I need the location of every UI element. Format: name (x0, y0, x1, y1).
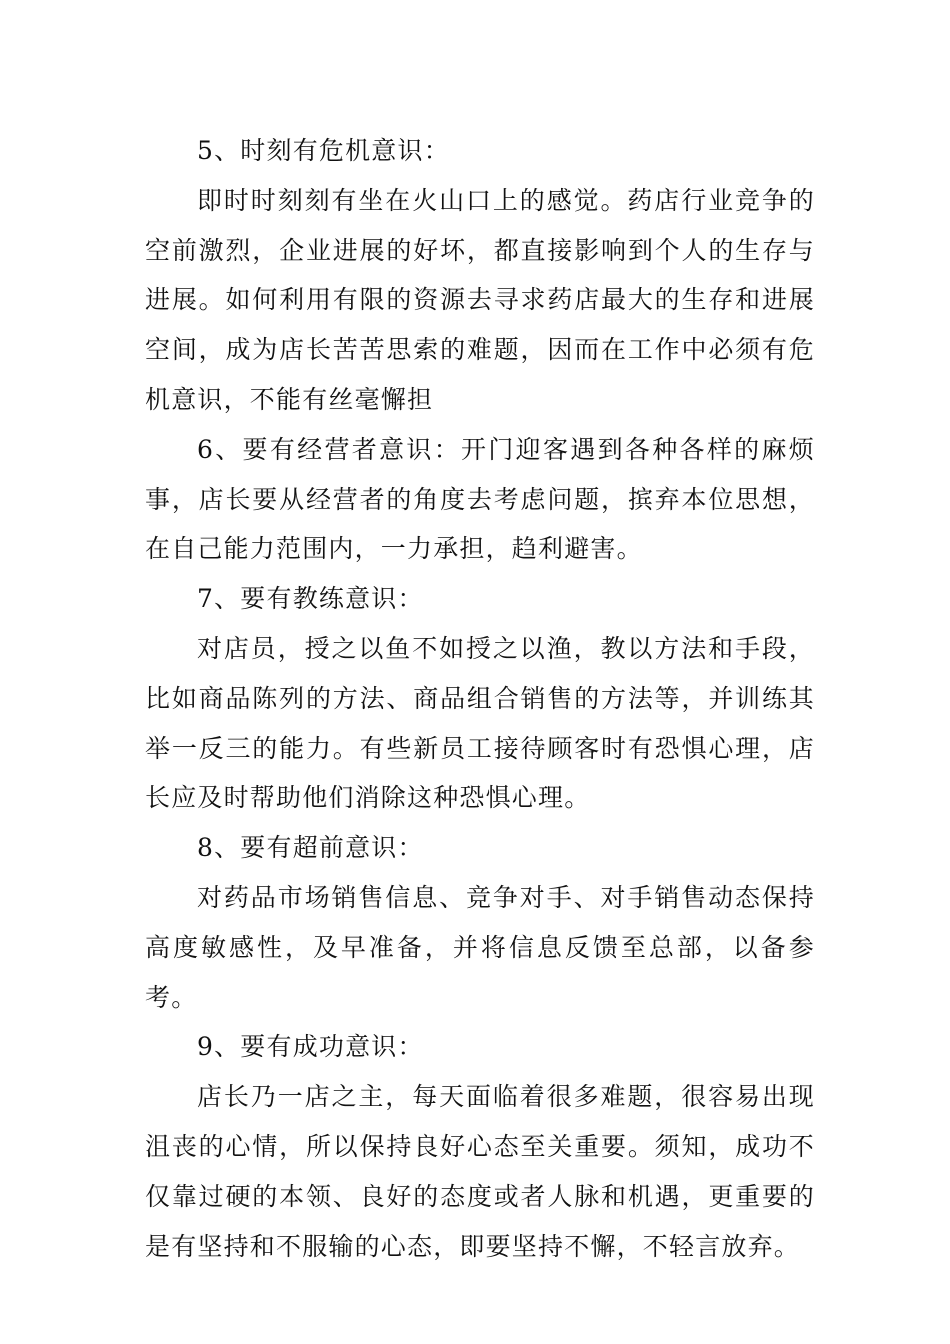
heading-coach-awareness: 7、要有教练意识： (197, 584, 424, 614)
paragraph-operator-awareness: 6、要有经营者意识：开门迎客遇到各种各样的麻烦事，店长要从经营者的角度去考虑问题，摈弃本位思想，在自己能力范围内，一力承担，趋利避害。 (145, 434, 815, 564)
paragraph-forward-awareness: 对药品市场销售信息、竞争对手、对手销售动态保持高度敏感性，及早准备，并将信息反馈至总部，以备参考。 (145, 882, 815, 1012)
heading-forward-awareness: 8、要有超前意识： (197, 833, 424, 863)
heading-success-awareness: 9、要有成功意识： (197, 1032, 424, 1062)
paragraph-coach-awareness: 对店员，授之以鱼不如授之以渔，教以方法和手段，比如商品陈列的方法、商品组合销售的方法等，并训练其举一反三的能力。有些新员工接待顾客时有恐惧心理，店长应及时帮助他们消除这种恐惧心理。 (145, 633, 815, 813)
heading-crisis-awareness: 5、时刻有危机意识： (197, 136, 450, 165)
paragraph-crisis-awareness: 即时时刻刻有坐在火山口上的感觉。药店行业竞争的空前激烈，企业进展的好坏，都直接影响到个人的生存与进展。如何利用有限的资源去寻求药店最大的生存和进展空间，成为店长苦苦思索的难题，因而在工作中必须有危机意识，不能有丝毫懈担 (145, 185, 815, 414)
paragraph-success-awareness: 店长乃一店之主，每天面临着很多难题，很容易出现沮丧的心情，所以保持良好心态至关重要。须知，成功不仅靠过硬的本领、良好的态度或者人脉和机遇，更重要的是有坚持和不服输的心态，即要坚持不懈，不轻言放弃。 (145, 1082, 815, 1261)
document-page (145, 126, 815, 1271)
